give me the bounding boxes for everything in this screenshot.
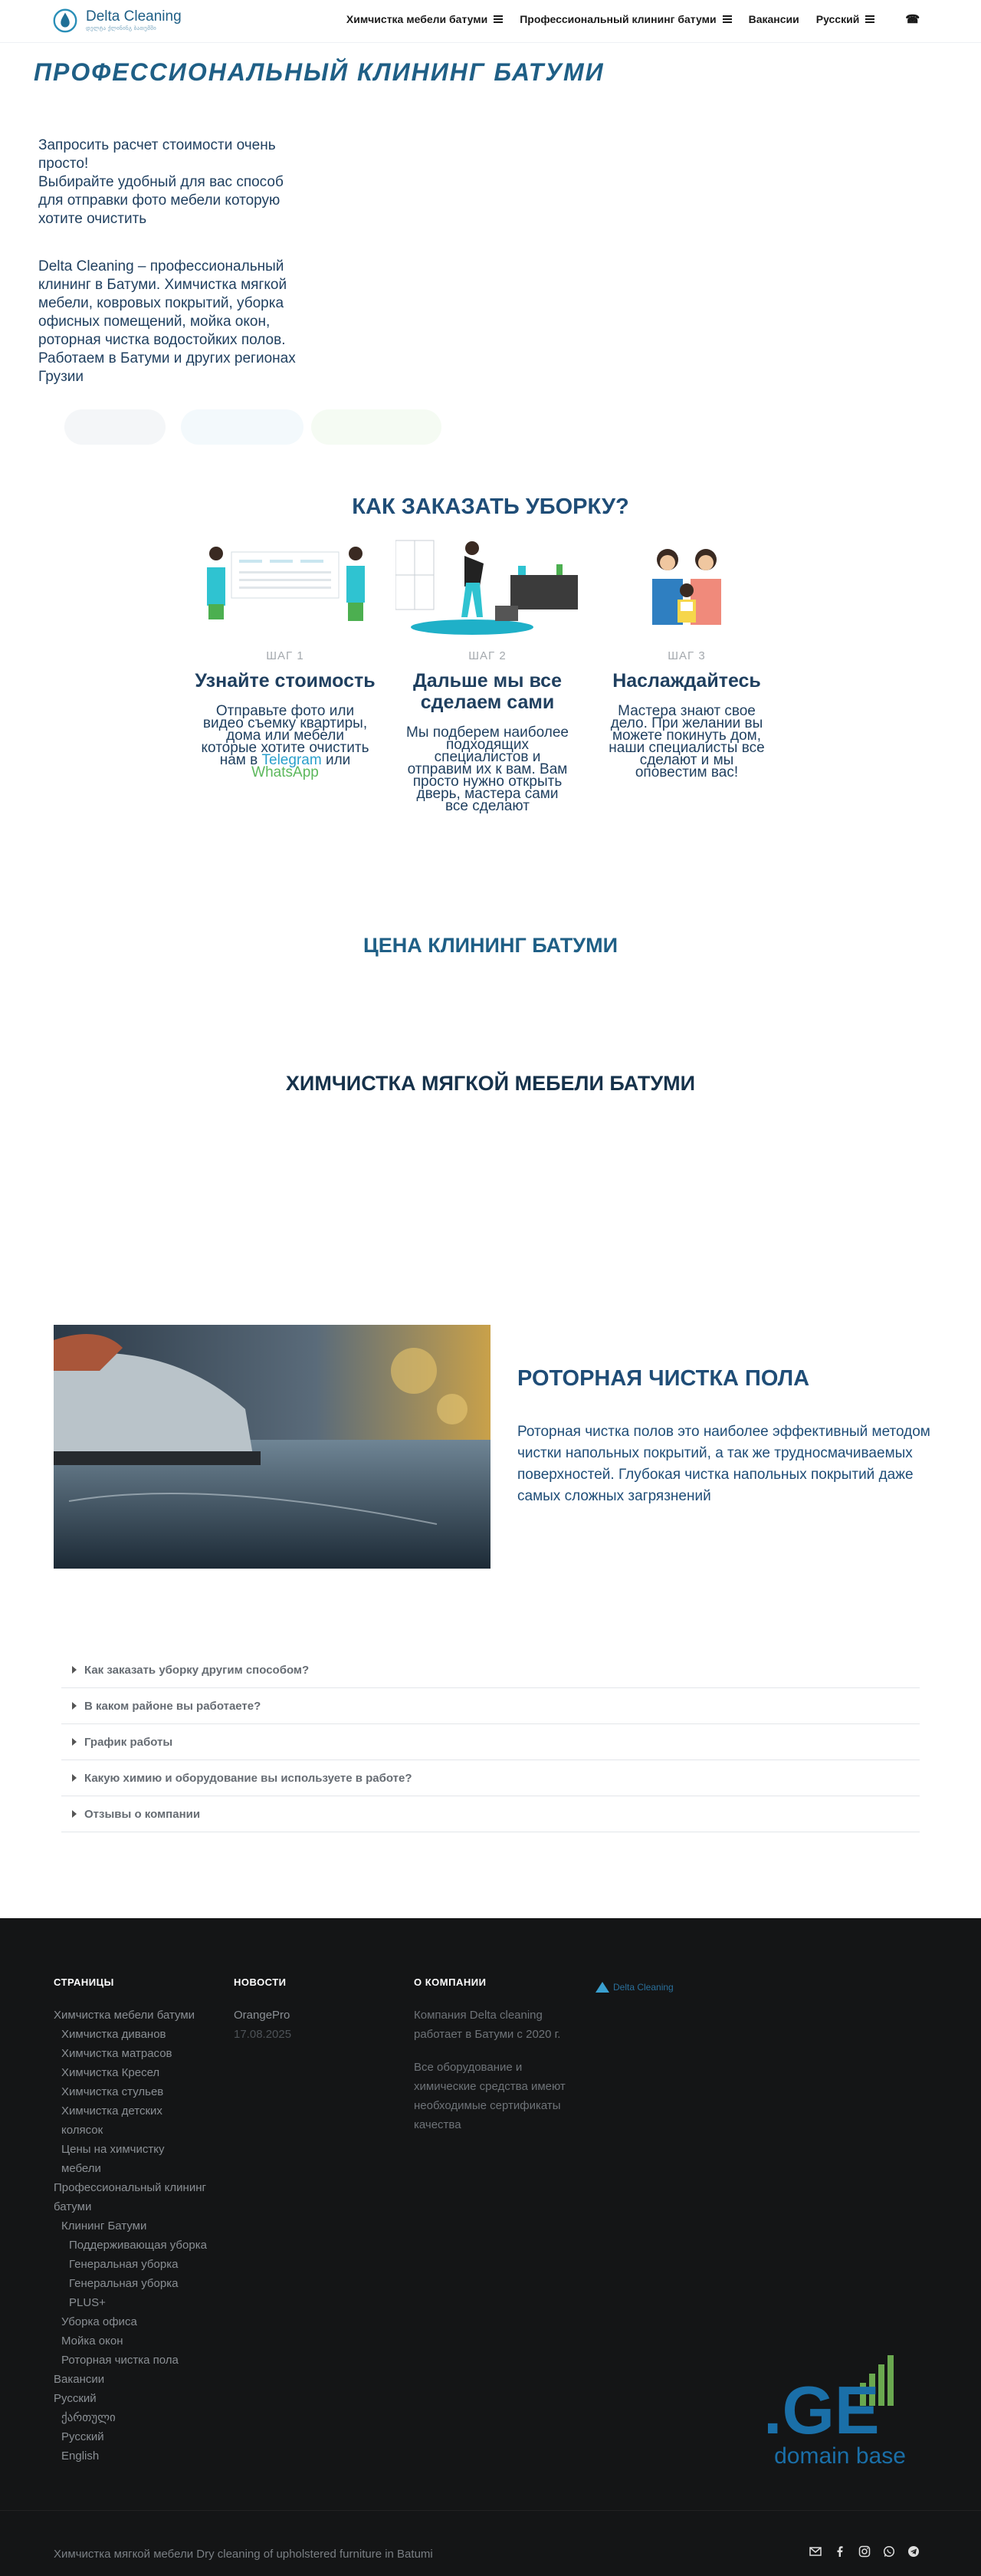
- hero-intro: Запросить расчет стоимости очень просто! Выбирайте удобный для вас способ для отправки фото мебели которую хотите очистить: [38, 137, 284, 227]
- step-2: [395, 537, 579, 813]
- instagram-icon[interactable]: [858, 2545, 871, 2558]
- whatsapp-link[interactable]: WhatsApp: [251, 764, 319, 780]
- ge-badge-text: .GE: [763, 2372, 880, 2436]
- logo-name: Delta Cleaning: [86, 8, 182, 25]
- logo-triangle-icon: [595, 1981, 610, 1993]
- nav-item-vacancies[interactable]: [749, 13, 799, 25]
- faq-item[interactable]: [61, 1688, 920, 1724]
- telegram-icon[interactable]: [907, 2545, 920, 2558]
- hero-button-ghost[interactable]: [64, 409, 166, 445]
- price-section-title: ЦЕНА КЛИНИНГ БАТУМИ: [363, 934, 618, 957]
- site-footer: [0, 1918, 981, 2576]
- about-text-2: Все оборудование и химические средства имеют необходимые сертификаты качества: [414, 2061, 566, 2131]
- footer-page-link[interactable]: Клининг Батуми: [61, 2220, 147, 2233]
- footer-page-link[interactable]: Генеральная уборка: [69, 2258, 179, 2271]
- about-text-1: Компания Delta cleaning работает в Батуми с 2020 г.: [414, 2009, 561, 2041]
- step-title: Узнайте стоимость: [195, 670, 376, 692]
- footer-divider: [0, 2510, 981, 2511]
- copyright-text: Химчистка мягкой мебели Dry cleaning of upholstered furniture in Batumi: [54, 2548, 433, 2561]
- nav-label: Профессиональный клининг батуми: [520, 13, 717, 25]
- footer-page-link[interactable]: Русский: [54, 2392, 97, 2405]
- footer-page-link[interactable]: Химчистка мебели батуми: [54, 2009, 195, 2022]
- caret-right-icon: [72, 1666, 77, 1674]
- step-text: [193, 705, 377, 779]
- footer-logo[interactable]: [595, 1981, 674, 1993]
- site-header: [0, 0, 981, 43]
- rotary-cleaning-photo: [54, 1325, 490, 1569]
- logo-drop-icon: [51, 5, 80, 34]
- hero-description: Delta Cleaning – профессиональный клининг в Батуми. Химчистка мягкой мебели, ковровых покрытий, уборка офисных помещений, мойка окон, роторная чистка водостойких полов. Работаем в Батуми и других регионах Грузии: [38, 258, 296, 385]
- step-1-illustration: [193, 537, 377, 636]
- ge-badge-subtitle: domain base: [774, 2443, 906, 2469]
- faq-accordion: [61, 1652, 920, 1832]
- news-date: 17.08.2025: [234, 2028, 292, 2041]
- footer-page-link[interactable]: Поддерживающая уборка: [69, 2239, 207, 2252]
- footer-page-link[interactable]: Генеральная уборка PLUS+: [69, 2277, 179, 2309]
- footer-page-link[interactable]: English: [61, 2450, 100, 2463]
- faq-question: Как заказать уборку другим способом?: [84, 1663, 310, 1677]
- nav-label: Вакансии: [748, 13, 799, 25]
- faq-item[interactable]: [61, 1724, 920, 1760]
- site-logo[interactable]: [51, 5, 212, 35]
- menu-icon: [723, 15, 732, 23]
- rotary-title: РОТОРНАЯ ЧИСТКА ПОЛА: [517, 1366, 810, 1391]
- nav-item-cleaning[interactable]: [520, 13, 731, 25]
- soft-furniture-title: ХИМЧИСТКА МЯГКОЙ МЕБЕЛИ БАТУМИ: [285, 1072, 696, 1095]
- how-to-order-title: КАК ЗАКАЗАТЬ УБОРКУ?: [352, 495, 629, 519]
- step-2-illustration: [395, 537, 579, 636]
- step-title: Дальше мы все сделаем сами: [413, 670, 562, 713]
- faq-question: Какую химию и оборудование вы используете в работе?: [84, 1771, 412, 1785]
- caret-right-icon: [72, 1738, 77, 1746]
- nav-item-furniture[interactable]: [346, 13, 503, 25]
- footer-news-title: НОВОСТИ: [234, 1976, 287, 1988]
- footer-page-link[interactable]: Уборка офиса: [61, 2315, 137, 2328]
- step-title: Наслаждайтесь: [612, 670, 761, 692]
- step-label: ШАГ 1: [266, 649, 304, 662]
- caret-right-icon: [72, 1810, 77, 1818]
- logo-tagline: დელტა ქლინინგ ბათუმში: [86, 25, 157, 31]
- mail-icon[interactable]: [809, 2545, 822, 2558]
- footer-logo-name: Delta Cleaning: [613, 1982, 674, 1993]
- step-text: Мастера знают свое дело. При желании вы можете покинуть дом, наши специалисты все сделают и мы оповестим вас!: [609, 703, 765, 780]
- whatsapp-icon[interactable]: [883, 2545, 895, 2558]
- footer-page-link[interactable]: Цены на химчистку мебели: [61, 2143, 165, 2175]
- step-text-body: Отправьте фото или видео съемку квартиры, дома или мебели которые хотите очистить нам в: [201, 703, 369, 768]
- footer-pages-title: СТРАНИЦЫ: [54, 1976, 114, 1988]
- footer-page-link[interactable]: Вакансии: [54, 2373, 105, 2386]
- caret-right-icon: [72, 1774, 77, 1782]
- social-links: [809, 2545, 920, 2558]
- faq-item[interactable]: [61, 1796, 920, 1832]
- footer-page-link[interactable]: Химчистка Кресел: [61, 2066, 160, 2079]
- footer-page-link[interactable]: Химчистка стульев: [61, 2085, 164, 2098]
- faq-item[interactable]: [61, 1652, 920, 1688]
- ge-badge-graphic: [763, 2352, 917, 2436]
- facebook-icon[interactable]: [834, 2545, 846, 2558]
- telegram-button-ghost[interactable]: [181, 409, 303, 445]
- main-nav: [346, 12, 920, 26]
- nav-label: Русский: [815, 13, 860, 25]
- ge-domain-badge[interactable]: [763, 2352, 917, 2467]
- step-label: ШАГ 2: [468, 649, 507, 662]
- step-text: Мы подберем наиболее подходящих специалистов и отправим их к вам. Вам просто нужно открыть дверь, мастера сами все сделают: [406, 724, 569, 814]
- footer-page-link[interactable]: ქართული: [61, 2411, 116, 2424]
- page-title: ПРОФЕССИОНАЛЬНЫЙ КЛИНИНГ БАТУМИ: [34, 58, 605, 86]
- menu-icon: [494, 15, 503, 23]
- step-text-or: или: [321, 752, 351, 768]
- step-label: ШАГ 3: [668, 649, 706, 662]
- rotary-machine-image: [54, 1325, 490, 1569]
- footer-page-link[interactable]: Мойка окон: [61, 2334, 123, 2348]
- step-1: [193, 537, 377, 779]
- faq-question: В каком районе вы работаете?: [84, 1699, 261, 1713]
- footer-page-link[interactable]: Русский: [61, 2430, 104, 2443]
- whatsapp-button-ghost[interactable]: [311, 409, 441, 445]
- faq-question: График работы: [84, 1735, 173, 1749]
- faq-question: Отзывы о компании: [84, 1807, 201, 1821]
- news-item[interactable]: OrangePro: [234, 2009, 290, 2022]
- footer-page-link[interactable]: Химчистка детских колясок: [61, 2104, 162, 2137]
- step-3: [595, 537, 779, 779]
- footer-page-link[interactable]: Химчистка матрасов: [61, 2047, 172, 2060]
- step-3-illustration: [595, 537, 779, 636]
- rotary-text: Роторная чистка полов это наиболее эффективный методом чистки напольных покрытий, а так же трудносмачиваемых поверхностей. Глубокая чистка напольных покрытий даже самых сложных загрязнений: [517, 1424, 930, 1504]
- telegram-link[interactable]: Telegram: [261, 752, 322, 768]
- phone-icon[interactable]: ☎: [905, 13, 920, 26]
- footer-about-title: О КОМПАНИИ: [414, 1976, 487, 1988]
- menu-icon: [865, 15, 874, 23]
- footer-page-link[interactable]: Химчистка диванов: [61, 2028, 166, 2041]
- footer-page-link[interactable]: Профессиональный клининг батуми: [54, 2181, 206, 2213]
- footer-page-link[interactable]: Роторная чистка пола: [61, 2354, 179, 2367]
- footer-pages-list: [54, 2006, 207, 2466]
- nav-item-language[interactable]: [816, 13, 875, 25]
- nav-label: Химчистка мебели батуми: [346, 13, 488, 25]
- caret-right-icon: [72, 1702, 77, 1710]
- faq-item[interactable]: [61, 1760, 920, 1796]
